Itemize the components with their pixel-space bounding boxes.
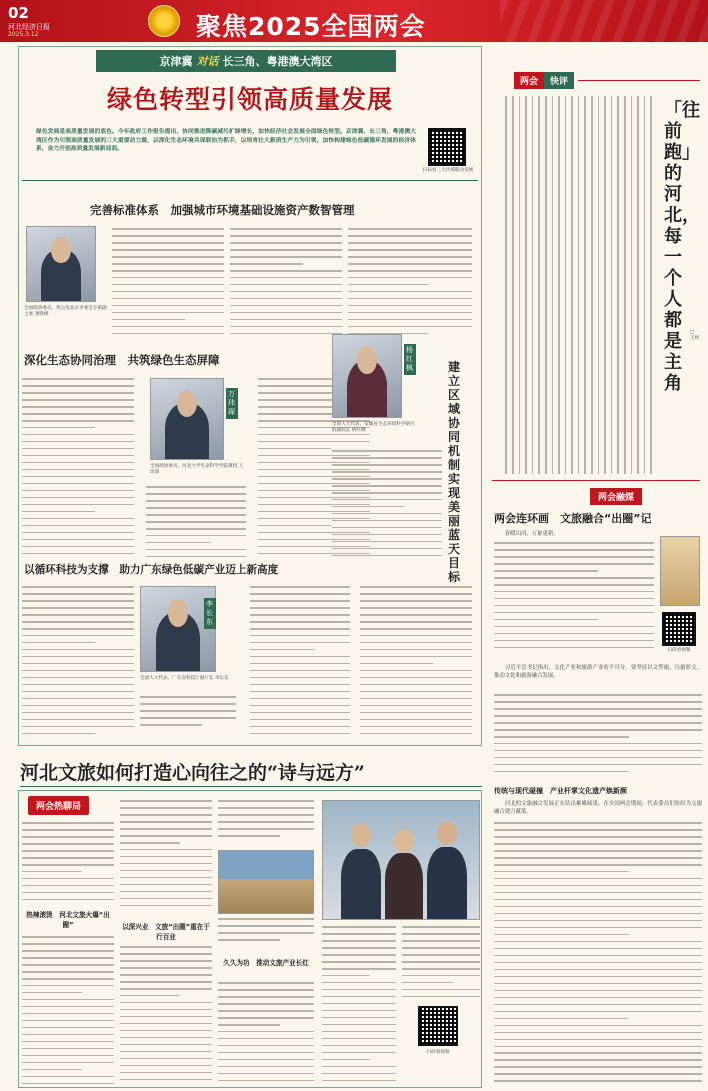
media-qr-caption: 扫码看视频 xyxy=(667,648,691,653)
bottom-qr-caption: 扫码看视频 xyxy=(426,1050,450,1055)
paper-name: 河北经济日报 xyxy=(8,23,50,31)
quick-review-byline: □ 王岭 xyxy=(690,330,700,341)
media-sub-heading: 传统与现代碰撞 产业杆掌文化遗产焕新颜 xyxy=(494,787,627,795)
lead-qr-caption: 扫码看三大区域联动发展 xyxy=(422,168,474,173)
banner-title: 聚焦2025全国两会 xyxy=(196,12,426,41)
section1-photo-caption: 全国政协委员、致公党北京市委会专职副主委 龚晓峰 xyxy=(24,306,107,317)
section4-name-tag: 李长东 xyxy=(204,598,216,629)
kicker-right: 长三角、粤港澳大湾区 xyxy=(222,55,333,68)
bottom-sub3: 久久为功 推动文旅产业长红 xyxy=(223,959,309,967)
media-body-mid xyxy=(494,694,702,778)
right-rule xyxy=(492,480,700,481)
media-cartoon xyxy=(660,536,700,606)
bottom-headline: 河北文旅如何打造心向往之的“诗与远方” xyxy=(20,762,365,784)
media-article-title: 两会连环画 文旅融合“出圈”记 xyxy=(494,512,652,525)
quick-review-sub: 快评 xyxy=(544,72,574,89)
bottom-frame xyxy=(18,790,482,1088)
section2-title: 深化生态协同治理 共筑绿色生态屏障 xyxy=(24,353,220,367)
media-label: 两会融媒 xyxy=(590,488,642,505)
page-number: 02 xyxy=(8,4,29,22)
quick-review-vertical-headline: 「往前跑」的河北，每一个人都是主角 xyxy=(664,100,700,394)
kicker-left: 京津冀 xyxy=(159,55,193,68)
media-body-bottom xyxy=(494,822,702,1084)
section4-title: 以循环科技为支撑 助力广东绿色低碳产业迈上新高度 xyxy=(24,564,279,576)
quick-review-main: 两会 xyxy=(514,72,544,89)
lead-summary: 绿色发展是高质量发展的底色。今年政府工作报告提出，协同推进降碳减污扩绿增长，加快经济社会发展全面绿色转型。京津冀、长三角、粤港澳大湾区作为引领高质量发展的三大重要动力源，以深化生态环境共保联治为抓手，以培育壮大新质生产力为引领，加快构建绿色低碳循环发展的经济体系，奋力开创高质量发展新局面。 xyxy=(36,129,416,153)
section1-title: 完善标准体系 加强城市环境基础设施资产数智管理 xyxy=(90,203,355,217)
bottom-rule xyxy=(20,786,482,787)
section3-name-tag: 杨红枫 xyxy=(404,344,416,375)
section3-vertical-title: 建立区域协同机制 实现美丽蓝天目标 xyxy=(448,360,473,584)
emblem-icon xyxy=(148,5,180,37)
media-qr-code[interactable] xyxy=(662,612,696,646)
upper-frame xyxy=(18,46,482,746)
kicker-mid: 对话 xyxy=(196,55,219,68)
media-paragraph-1: 习近平总书记指出，文化产业和旅游产业密不可分，要坚持以文塑旅、以旅彰文，推动文化和旅游融合发展。 xyxy=(494,665,702,680)
media-intro-line: 春暖山河，万象更新。 xyxy=(504,531,559,537)
bottom-sub1: 热辣滚烫 河北文旅火爆“出圈” xyxy=(26,911,110,929)
masthead-bar xyxy=(0,0,708,42)
section3-photo-caption: 全国人大代表、安徽省生态环境科学研究院副院长 杨红枫 xyxy=(332,422,415,433)
lead-headline: 绿色转型引领高质量发展 xyxy=(106,85,393,114)
section2-photo-caption: 全国政协委员、河北大学生命科学学院教授 万玮琛 xyxy=(150,464,244,475)
issue-date: 2025.3.12 xyxy=(8,31,39,38)
section4-photo-caption: 全国人大代表、广东省科技厅副厅长 李长东 xyxy=(140,676,229,681)
quick-review-body xyxy=(494,96,652,474)
bottom-sub2: 以深兴业 文旅“出圈”重在于行百业 xyxy=(122,923,210,941)
section2-name-tag: 万玮琛 xyxy=(226,388,238,419)
quick-review-label xyxy=(514,72,700,88)
media-paragraph-2: 河北的文旅融合发展正在结出累累硕果，在全国两会期间，代表委员们纷纷为文旅融合建言献策。 xyxy=(494,801,702,816)
flag-decoration xyxy=(500,0,708,42)
chat-column-label: 两会热聊局 xyxy=(28,796,89,815)
media-body-top xyxy=(494,542,654,656)
